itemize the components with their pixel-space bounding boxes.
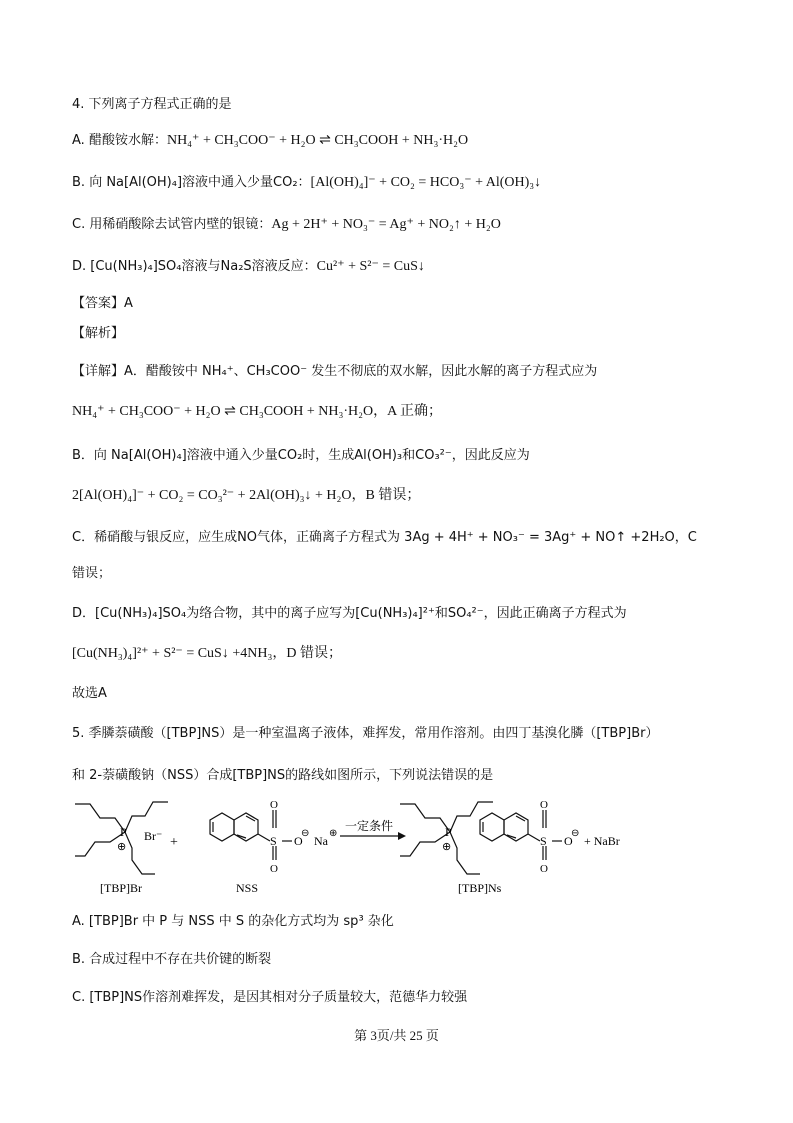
- q5-stem-line-1: 5. 季膦萘磺酸（[TBP]NS）是一种室温离子液体，难挥发，常用作溶剂。由四丁基溴化膦（[TBP]Br）: [72, 726, 659, 741]
- detail-line-2: NH₄⁺ + CH₃COO⁻ + H₂O ⇌ CH₃COOH + NH₃·H₂O，A 正确；: [72, 404, 442, 419]
- q4-option-b: B. 向 Na[Al(OH)₄]溶液中通入少量CO₂：[Al(OH)₄]⁻ + CO₂ = HCO₃⁻ + Al(OH)₃↓: [72, 175, 542, 190]
- oxygen-bottom: O: [270, 863, 278, 875]
- label-tbpbr: [TBP]Br: [100, 881, 142, 895]
- oxygen-top-product: O: [540, 799, 548, 811]
- answer: 【答案】A: [72, 296, 133, 311]
- detail-line-7: D．[Cu(NH₃)₄]SO₄为络合物，其中的离子应写为[Cu(NH₃)₄]²⁺和SO₄²⁻，因此正确离子方程式为: [72, 606, 627, 621]
- sodium-bromide: + NaBr: [584, 834, 620, 848]
- oxygen-top: O: [270, 799, 278, 811]
- naphthalene-ring-nss: [210, 810, 292, 860]
- sulfur-atom-product: S: [540, 834, 547, 848]
- sulfur-atom: S: [270, 834, 277, 848]
- phosphonium-charge: ⊕: [117, 841, 127, 853]
- sodium-ion: Na: [314, 834, 328, 848]
- reaction-arrowhead: [398, 832, 406, 840]
- reaction-scheme: [70, 798, 710, 898]
- detail-line-6: 错误；: [72, 566, 112, 581]
- q4-option-d: D. [Cu(NH₃)₄]SO₄溶液与Na₂S溶液反应：Cu²⁺ + S²⁻ = CuS↓: [72, 259, 425, 274]
- naphthalene-ring-product: [480, 810, 562, 860]
- detail-line-8: [Cu(NH₃)₄]²⁺ + S²⁻ = CuS↓ +4NH₃，D 错误；: [72, 646, 342, 661]
- label-nss: NSS: [236, 881, 259, 895]
- detail-line-9: 故选A: [72, 686, 107, 701]
- label-tbpns: [TBP]Ns: [458, 881, 502, 895]
- detail-line-3: B．向 Na[Al(OH)₄]溶液中通入少量CO₂时，生成Al(OH)₃和CO₃²⁻，因此反应为: [72, 448, 530, 463]
- bromide-ion: Br⁻: [144, 829, 163, 843]
- q4-option-c: C. 用稀硝酸除去试管内壁的银镜：Ag + 2H⁺ + NO₃⁻ = Ag⁺ + NO₂↑ + H₂O: [72, 217, 501, 232]
- plus-sign: +: [170, 835, 178, 850]
- reaction-condition: 一定条件: [345, 819, 394, 833]
- page-footer: 第 3页/共 25 页: [354, 1028, 439, 1043]
- q5-stem-line-2: 和 2-萘磺酸钠（NSS）合成[TBP]NS的路线如图所示，下列说法错误的是: [72, 768, 494, 783]
- q5-option-c: C. [TBP]NS作溶剂难挥发，是因其相对分子质量较大，范德华力较强: [72, 990, 468, 1005]
- q5-option-a: A. [TBP]Br 中 P 与 NSS 中 S 的杂化方式均为 sp³ 杂化: [72, 914, 394, 929]
- q4-stem: 4. 下列离子方程式正确的是: [72, 97, 232, 112]
- q5-option-b: B. 合成过程中不存在共价键的断裂: [72, 952, 272, 967]
- phosphonium-charge-product: ⊕: [442, 841, 452, 853]
- anion-charge-product: ⊖: [571, 828, 580, 839]
- anion-charge: ⊖: [301, 828, 310, 839]
- detail-line-4: 2[Al(OH)₄]⁻ + CO₂ = CO₃²⁻ + 2Al(OH)₃↓ + H₂O，B 错误；: [72, 488, 421, 503]
- oxygen-anion-product: O: [564, 834, 573, 848]
- q4-option-a: A. 醋酸铵水解：NH₄⁺ + CH₃COO⁻ + H₂O ⇌ CH₃COOH + NH₃·H₂O: [72, 133, 469, 148]
- detail-line-5: C．稀硝酸与银反应，应生成NO气体，正确离子方程式为 3Ag + 4H⁺ + NO₃⁻ = 3Ag⁺ + NO↑ +2H₂O，C: [72, 530, 697, 545]
- phosphorus-atom-product: P: [445, 825, 452, 839]
- oxygen-anion: O: [294, 834, 303, 848]
- analysis-heading: 【解析】: [72, 326, 125, 341]
- sodium-charge: ⊕: [329, 828, 338, 839]
- detail-line-1: 【详解】A．醋酸铵中 NH₄⁺、CH₃COO⁻ 发生不彻底的双水解，因此水解的离子方程式应为: [72, 364, 598, 379]
- oxygen-bottom-product: O: [540, 863, 548, 875]
- phosphorus-atom: P: [120, 825, 127, 839]
